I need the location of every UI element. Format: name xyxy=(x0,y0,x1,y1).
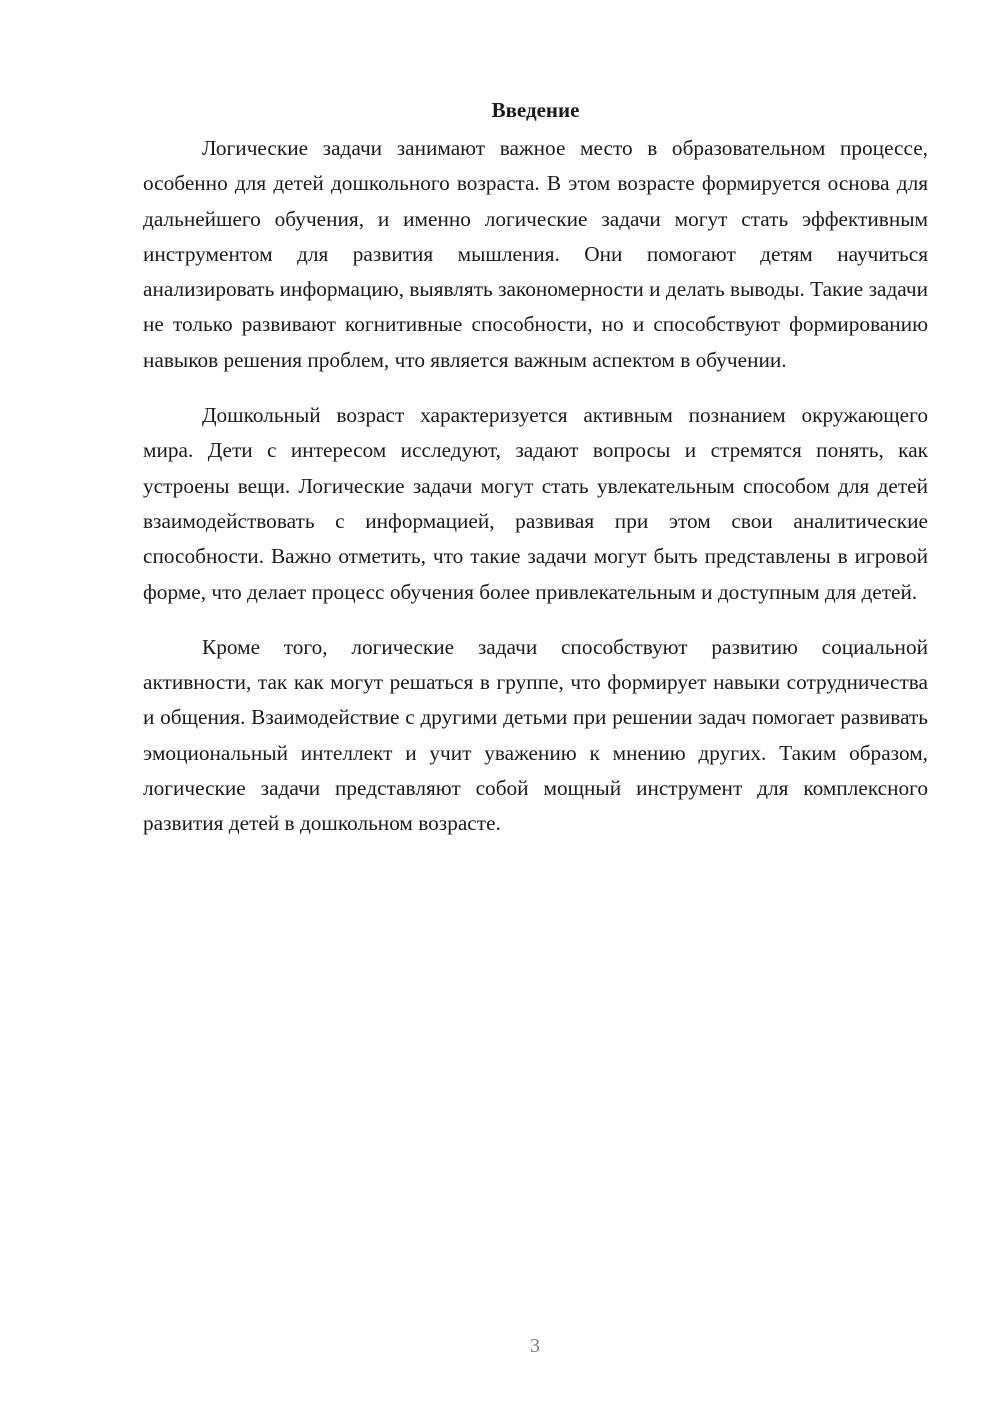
page-content xyxy=(143,92,928,842)
paragraph-3: Кроме того, логические задачи способствуют развитию социальной активности, так как могут решаться в группе, что формирует навыки сотрудничества и общения. Взаимодействие с другими детьми при решении задач помогает развивать эмоциональный интеллект и учит уважению к мнению других. Таким образом, логические задачи представляют собой мощный инструмент для комплексного развития детей в дошкольном возрасте. xyxy=(143,634,928,836)
page-number: 3 xyxy=(530,1335,540,1357)
page-title: Введение xyxy=(491,98,580,122)
paragraph-2: Дошкольный возраст характеризуется активным познанием окружающего мира. Дети с интересом исследуют, задают вопросы и стремятся понять, как устроены вещи. Логические задачи могут стать увлекательным способом для детей взаимодействовать с информацией, развивая при этом свои аналитические способности. Важно отметить, что такие задачи могут быть представлены в игровой форме, что делает процесс обучения более привлекательным и доступным для детей. xyxy=(143,403,928,604)
paragraph-1: Логические задачи занимают важное место в образовательном процессе, особенно для детей дошкольного возраста. В этом возрасте формируется основа для дальнейшего обучения, и именно логические задачи могут стать эффективным инструментом для развития мышления. Они помогают детям научиться анализировать информацию, выявлять закономерности и делать выводы. Такие задачи не только развивают когнитивные способности, но и способствуют формированию навыков решения проблем, что является важным аспектом в обучении. xyxy=(143,136,928,372)
